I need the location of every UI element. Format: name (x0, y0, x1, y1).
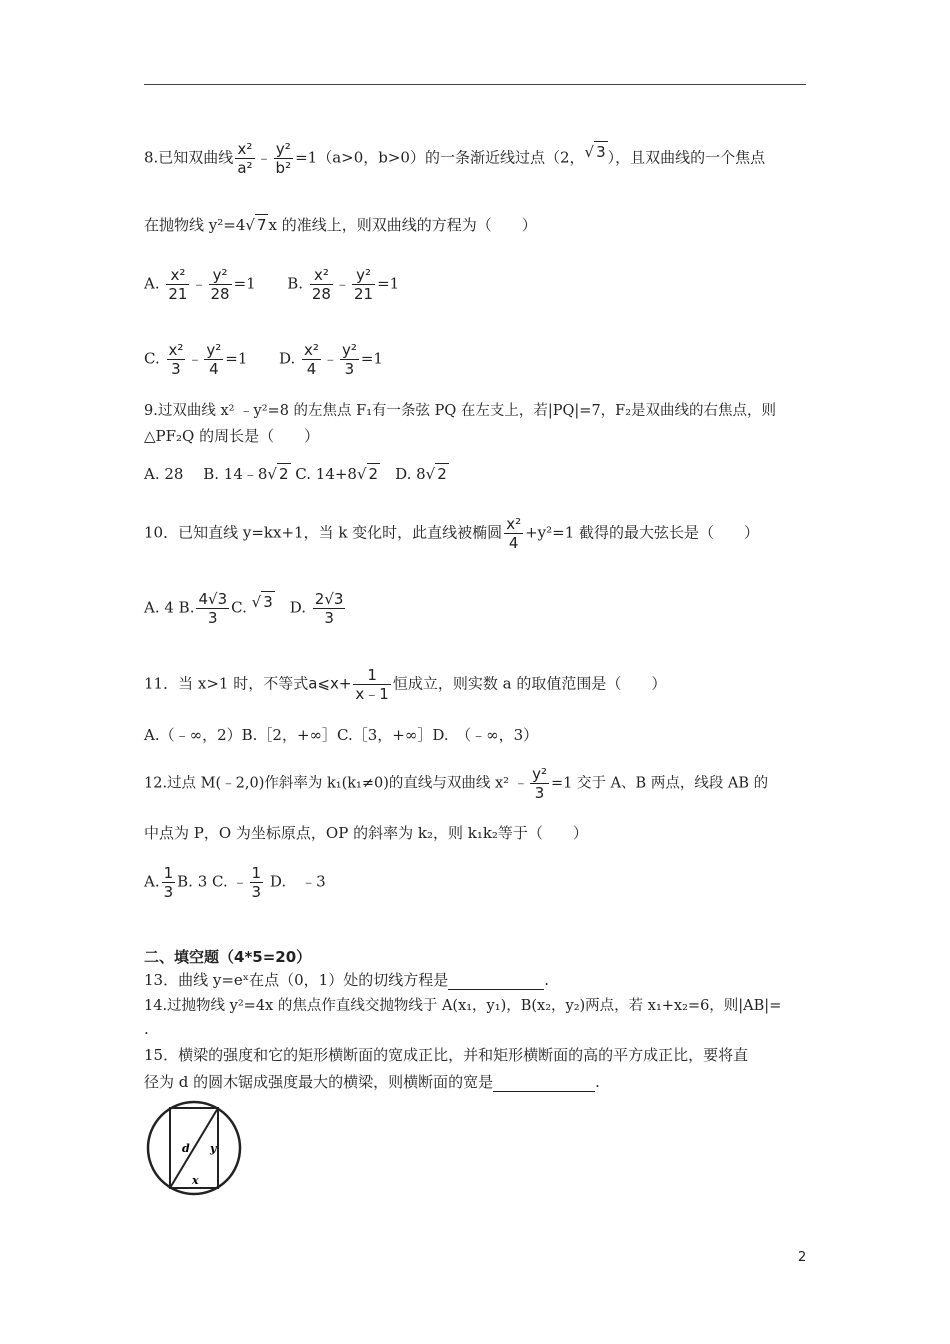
q8-line2: 在抛物线 y²=4√ 7 x 的准线上，则双曲线的方程为（ ） (144, 216, 537, 234)
q8-option-d: D. (278, 349, 296, 368)
q8-text-b: =1（a>0，b>0）的一条渐近线过点（2， (295, 148, 585, 167)
label-y: y (210, 1142, 217, 1155)
q14: 14.过抛物线 y²=4x 的焦点作直线交抛物线于 A(x₁，y₁)，B(x₂，y₂)两点，若 x₁+x₂=6，则|AB|= (144, 998, 782, 1014)
q13: 13．曲线 y=eˣ在点（0，1）处的切线方程是 . (144, 971, 550, 989)
q13-answer-blank[interactable] (448, 973, 544, 990)
q8-text-c: ），且双曲线的一个焦点 (607, 148, 766, 167)
section2-title: 二、填空题（4*5=20） (144, 948, 312, 966)
page-number: 2 (798, 1250, 807, 1265)
q9-line2: △PF₂Q 的周长是（ ） (144, 427, 320, 445)
q15-line2: 径为 d 的圆木锯成强度最大的横梁，则横断面的宽是 . (144, 1073, 600, 1091)
q9-line1: 9.过双曲线 x² ﹣y²=8 的左焦点 F₁有一条弦 PQ 在左支上，若|PQ|=7，F₂是双曲线的右焦点，则 (144, 403, 777, 419)
q8-text-a: 8.已知双曲线 (144, 148, 234, 167)
q8-options-cd: C. $\frac{\text{x²}}{3}$ ﹣ $\frac{\text{y²}}{4}$ =1 D. $\frac{\text{x²}}{4}$ ﹣ $\frac{\text{y²}}{3}$ =1 (144, 341, 383, 378)
q8-minus: ﹣ (256, 148, 272, 167)
header-rule (144, 84, 806, 85)
q8-sqrt7: √ 7 (245, 216, 267, 234)
q8-option-a: A. (144, 274, 160, 293)
q10-frac: $\frac{\text{x²}}{4}$ (506, 515, 522, 552)
q15-line1: 15．横梁的强度和它的矩形横断面的宽成正比，并和矩形横断面的高的平方成正比，要将直 (144, 1046, 749, 1064)
q8-options-ab: A. $\frac{\text{x²}}{21}$ ﹣ $\frac{\text{y²}}{28}$ =1 B. $\frac{\text{x²}}{28}$ ﹣ $\frac{\text{y²}}{21}$ =1 (144, 266, 400, 303)
q8-frac-y2-b2: $\frac{\text{y²}}{\text{b²}}$ (275, 140, 292, 177)
q15-answer-blank[interactable] (493, 1075, 595, 1092)
q12-line1: 12.过点 M(﹣2,0)作斜率为 k₁(k₁≠0)的直线与双曲线 x² ﹣ $\frac{\text{y²}}{3}$ =1 交于 A、B 两点，线段 AB 的 (144, 765, 769, 802)
q12-line2: 中点为 P，O 为坐标原点，OP 的斜率为 k₂，则 k₁k₂等于（ ） (144, 824, 588, 842)
label-x: x (192, 1174, 199, 1187)
q11-line: 11．当 x>1 时，不等式a⩽x+ $\frac{1}{x﹣1}$ 恒成立，则实数 a 的取值范围是（ ） (144, 666, 667, 703)
q8-option-b: B. (287, 274, 304, 293)
beam-cross-section-figure (144, 1100, 244, 1196)
label-d: d (182, 1142, 190, 1155)
q12-options: A. $\frac{1}{3}$ B. 3 C. ﹣ $\frac{1}{3}$ D. ﹣3 (144, 864, 326, 901)
q8-frac-x2-a2: $\frac{\text{x²}}{\text{a²}}$ (237, 140, 253, 177)
q8-line1 (144, 140, 765, 177)
q10-line: 10．已知直线 y=kx+1，当 k 变化时，此直线被椭圆 $\frac{\text{x²}}{4}$ +y²=1 截得的最大弦长是（ ） (144, 515, 760, 552)
q8-sqrt3: √ 3 (584, 142, 606, 161)
q8-option-c: C. (144, 349, 160, 368)
q11-options: A.（﹣∞，2）B.［2，+∞］C.［3，+∞］D. （﹣∞，3） (144, 726, 539, 744)
q14-end: . (144, 1020, 149, 1038)
q10-options: A. 4 B. $\frac{4√3}{3}$ C. √ 3 D. $\frac{2√3}{3}$ (144, 590, 344, 627)
q9-options: A. 28 B. 14﹣8√ 2 C. 14+8√ 2 D. 8√ 2 (144, 465, 447, 483)
